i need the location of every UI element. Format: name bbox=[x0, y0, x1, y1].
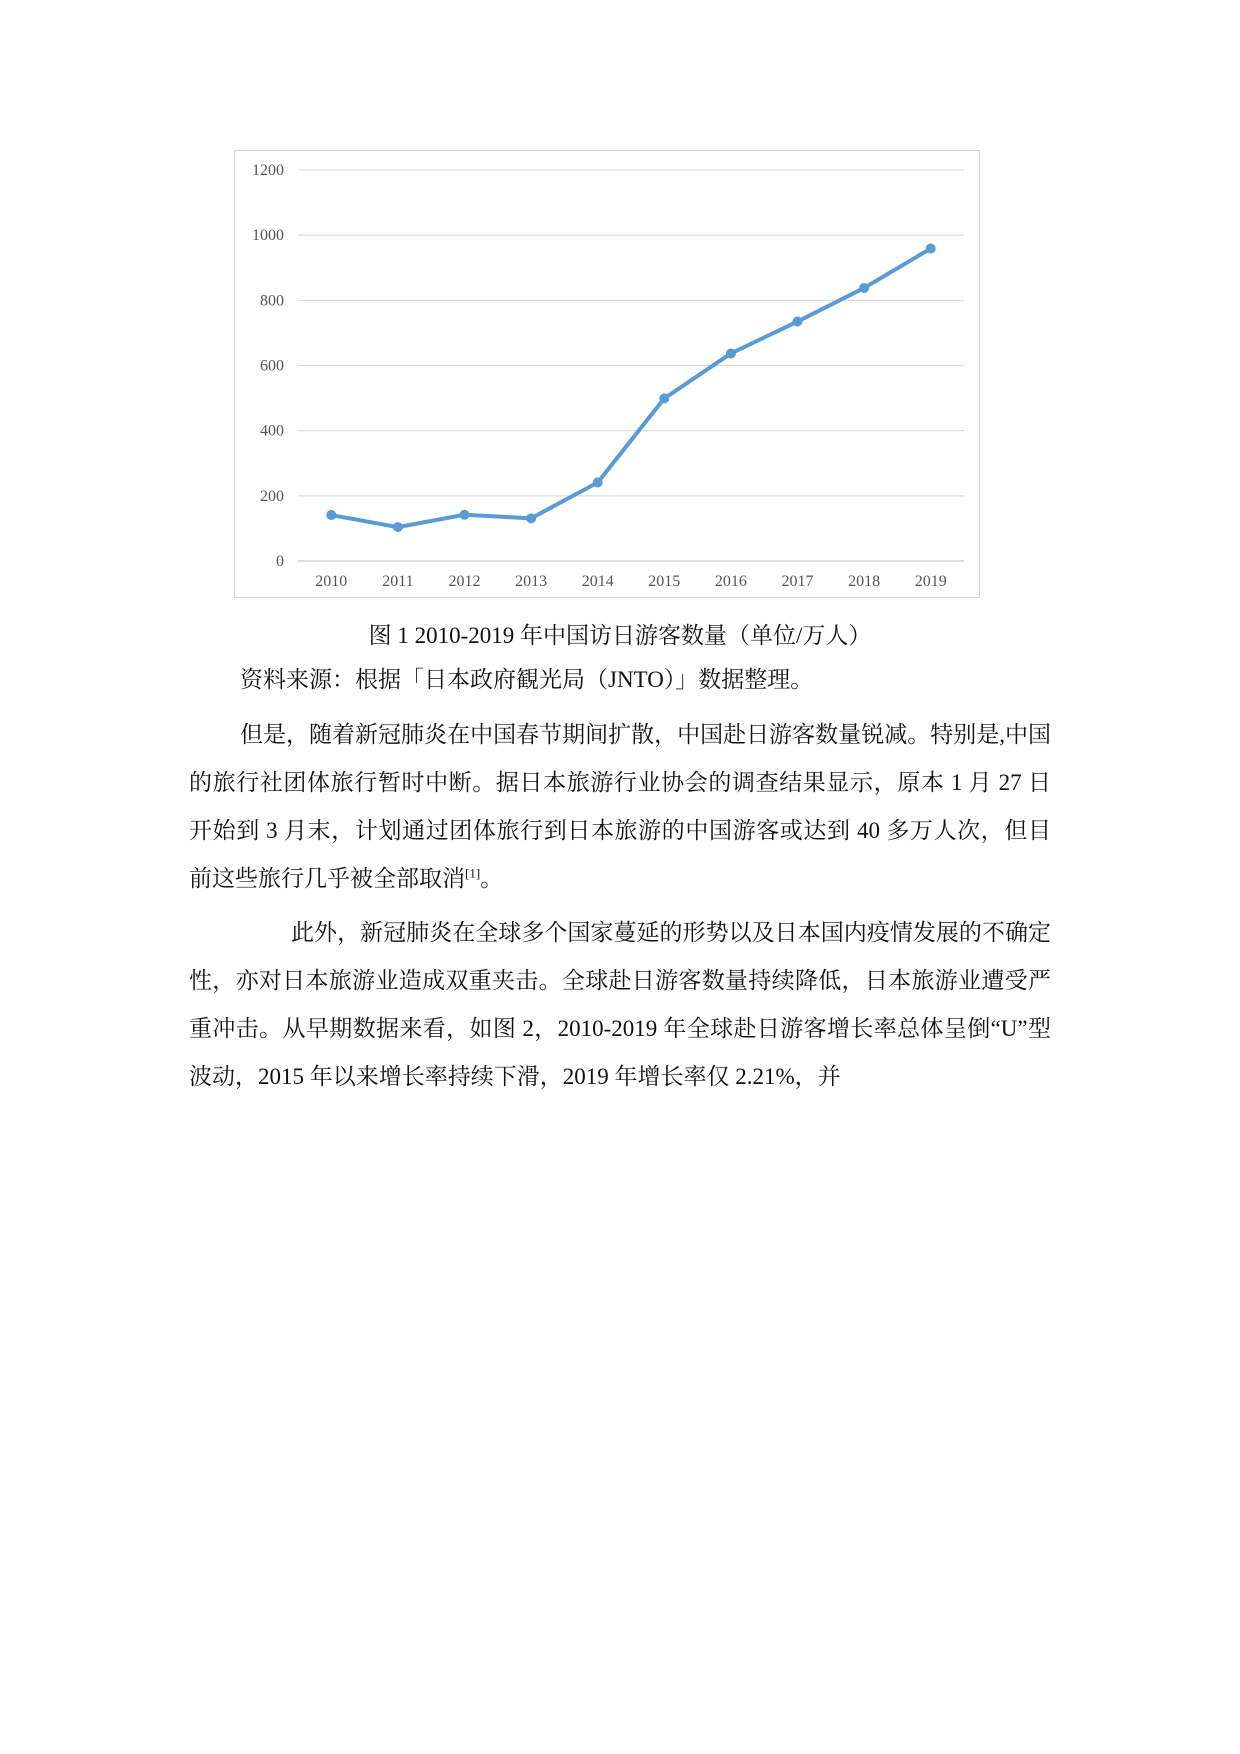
paragraph-1-end: 。 bbox=[480, 866, 504, 891]
y-tick-label: 400 bbox=[260, 422, 284, 440]
data-point bbox=[526, 513, 536, 523]
data-point bbox=[460, 510, 470, 520]
x-tick-label: 2010 bbox=[315, 573, 348, 590]
y-tick-label: 200 bbox=[260, 487, 284, 505]
data-point bbox=[393, 522, 403, 532]
paragraph-2: 此外，新冠肺炎在全球多个国家蔓延的形势以及日本国内疫情发展的不确定性，亦对日本旅游业造成双重夹击。全球赴日游客数量持续降低，日本旅游业遭受严重冲击。从早期数据来看，如图 2，2010-2019 年全球赴日游客增长率总体呈倒“U”型波动，2015 年以来增长率持续下滑，2019 年增长率仅 2.21%，并 bbox=[189, 920, 1051, 1089]
x-tick-label: 2017 bbox=[781, 573, 814, 590]
chart-container bbox=[234, 150, 980, 598]
series-line bbox=[331, 249, 930, 528]
x-tick-label: 2016 bbox=[714, 573, 747, 590]
data-point bbox=[326, 510, 336, 520]
x-tick-label: 2018 bbox=[848, 573, 881, 590]
y-tick-label: 800 bbox=[260, 292, 284, 310]
data-source-note: 资料来源：根据「日本政府観光局（JNTO）」数据整理。 bbox=[240, 667, 814, 692]
data-point bbox=[593, 477, 603, 487]
y-tick-label: 600 bbox=[260, 357, 284, 375]
x-tick-label: 2012 bbox=[448, 573, 481, 590]
paragraph-1-text: 但是，随着新冠肺炎在中国春节期间扩散，中国赴日游客数量锐减。特别是,中国的旅行社团体旅行暂时中断。据日本旅游行业协会的调查结果显示，原本 1 月 27 日开始到 3 月末，计划通过团体旅行到日本旅游的中国游客或达到 40 多万人次，但目前这些旅行几乎被全部取消 bbox=[189, 722, 1051, 891]
y-tick-label: 1000 bbox=[252, 227, 284, 245]
x-tick-label: 2011 bbox=[382, 573, 414, 590]
line-chart bbox=[235, 151, 981, 599]
x-tick-label: 2015 bbox=[648, 573, 681, 590]
y-tick-label: 0 bbox=[276, 553, 284, 570]
data-point bbox=[659, 393, 669, 403]
data-point bbox=[793, 317, 803, 327]
y-tick-label: 1200 bbox=[252, 162, 284, 179]
citation-marker: [1] bbox=[465, 865, 481, 881]
x-tick-label: 2019 bbox=[914, 573, 947, 590]
x-tick-label: 2014 bbox=[581, 573, 614, 590]
data-point bbox=[926, 244, 936, 254]
figure-caption: 图 1 2010-2019 年中国访日游客数量（单位/万人） bbox=[368, 623, 872, 648]
x-tick-label: 2013 bbox=[515, 573, 548, 590]
data-point bbox=[726, 348, 736, 358]
data-point bbox=[859, 283, 869, 293]
paragraph-1 bbox=[189, 711, 1051, 903]
